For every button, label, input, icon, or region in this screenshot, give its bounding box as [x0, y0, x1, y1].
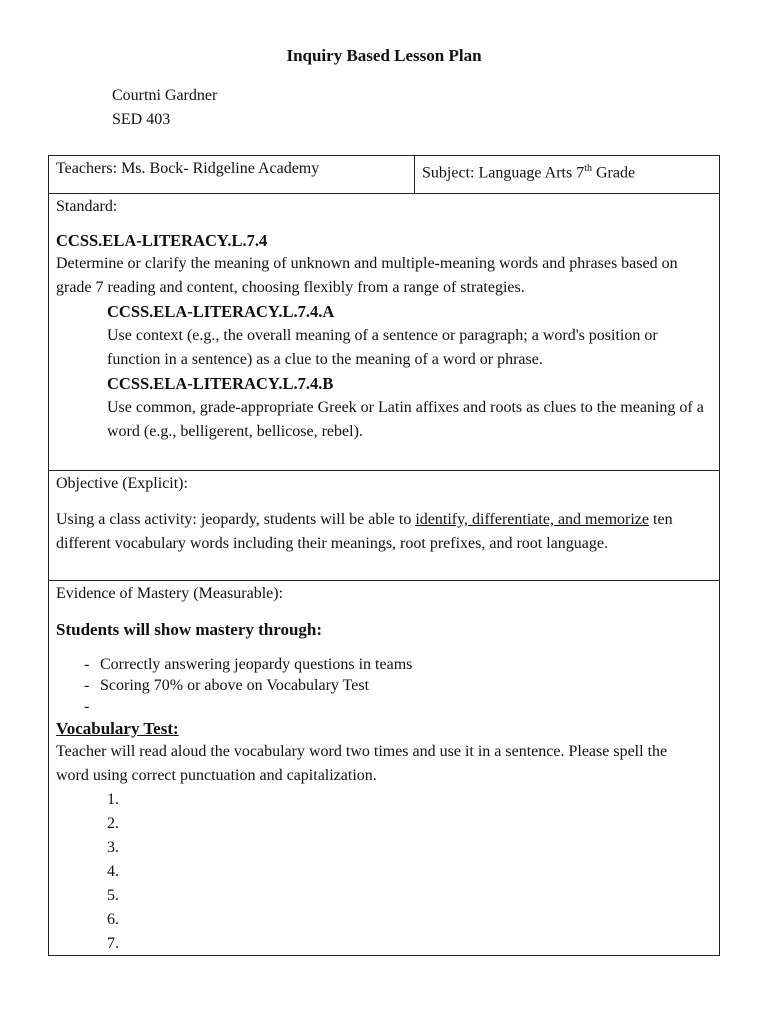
standard-main-code: CCSS.ELA-LITERACY.L.7.4 [56, 231, 268, 250]
vocab-number: 5. [107, 887, 119, 904]
standard-b-code: CCSS.ELA-LITERACY.L.7.4.B [107, 374, 334, 393]
evidence-label: Evidence of Mastery (Measurable): [56, 585, 284, 602]
vocab-number: 4. [107, 863, 119, 880]
teachers-cell [49, 156, 415, 193]
vocab-test-text: Teacher will read aloud the vocabulary word two times and use it in a sentence. Please spell the word using correct punctuation and capitalization. [56, 743, 668, 784]
vocab-number-list [56, 788, 713, 956]
header-row [49, 156, 719, 194]
mastery-item: - Correctly answering jeopardy questions in teams [56, 654, 713, 675]
vocab-number: 2. [107, 815, 119, 832]
standard-b-text: Use common, grade-appropriate Greek or Latin affixes and roots as clues to the meaning of a word (e.g., belligerent, bellicose, rebel). [107, 399, 704, 440]
objective-label: Objective (Explicit): [56, 475, 188, 492]
objective-text-after: ten different vocabulary words including their meanings, root prefixes, and root language. [56, 511, 673, 552]
subject-text [415, 156, 719, 185]
mastery-item: - Scoring 70% or above on Vocabulary Test [56, 675, 713, 696]
lesson-plan-table [48, 155, 720, 956]
objective-text-before: Using a class activity: jeopardy, students will be able to [56, 511, 416, 528]
author-name: Courtni Gardner [112, 87, 218, 104]
objective-row [49, 471, 719, 581]
vocab-number: 1. [107, 791, 119, 808]
vocab-number: 7. [107, 935, 119, 952]
evidence-row [49, 581, 719, 957]
standard-a-code: CCSS.ELA-LITERACY.L.7.4.A [107, 302, 335, 321]
course-code: SED 403 [112, 111, 171, 128]
subject-superscript: th [584, 163, 592, 174]
vocab-test-heading: Vocabulary Test: [56, 719, 179, 738]
subject-prefix: Subject: Language Arts 7 [422, 164, 585, 182]
standard-a-text: Use context (e.g., the overall meaning of a sentence or paragraph; a word's position or function in a sentence) as a clue to the meaning of a word or phrase. [107, 327, 658, 368]
vocab-number: 3. [107, 839, 119, 856]
author-block [112, 84, 217, 132]
standard-row [49, 194, 719, 471]
objective-text-underlined: identify, differentiate, and memorize [415, 511, 650, 528]
subject-cell [415, 156, 719, 193]
mastery-heading: Students will show mastery through: [56, 620, 323, 639]
subject-suffix: Grade [591, 164, 636, 182]
standard-label: Standard: [56, 198, 118, 215]
vocab-number: 6. [107, 911, 119, 928]
objective-text [56, 508, 713, 556]
standard-main-text: Determine or clarify the meaning of unknown and multiple-meaning words and phrases based on grade 7 reading and content, choosing flexibly from a range of strategies. [56, 255, 678, 296]
document-title: Inquiry Based Lesson Plan [286, 46, 482, 65]
teachers-text: Teachers: Ms. Bock- Ridgeline Academy [56, 160, 320, 177]
mastery-item [56, 696, 713, 717]
mastery-list [56, 654, 713, 717]
